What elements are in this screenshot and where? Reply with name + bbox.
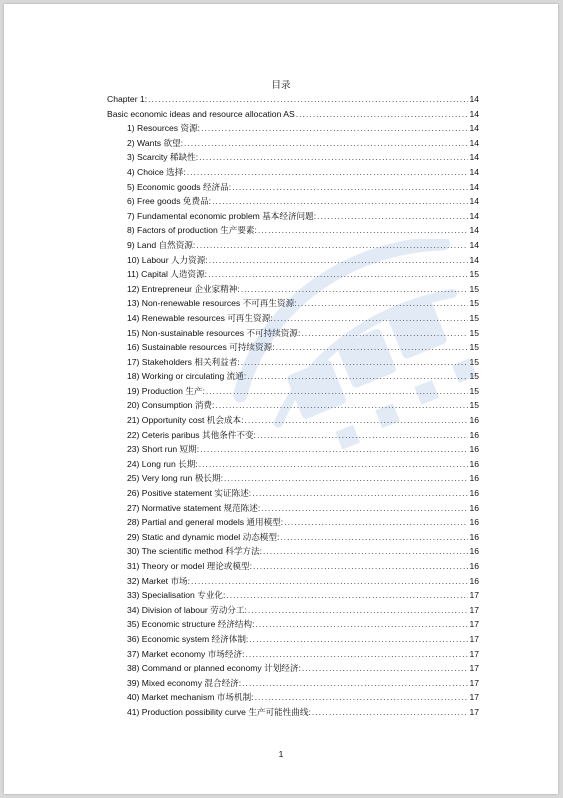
toc-leader-dots xyxy=(276,340,469,355)
toc-entry-label: 27) Normative statement 规范陈述: xyxy=(127,502,261,513)
toc-leader-dots xyxy=(226,588,468,603)
toc-entry[interactable] xyxy=(107,384,479,399)
toc-entry-page: 17 xyxy=(469,590,479,601)
toc-entry[interactable] xyxy=(107,238,479,253)
toc-entry[interactable] xyxy=(107,165,479,180)
toc-leader-dots xyxy=(263,544,468,559)
toc-leader-dots xyxy=(196,238,468,253)
toc-entry-label: 11) Capital 人造资源: xyxy=(127,269,208,280)
toc-entry-label: 24) Long run 长期: xyxy=(127,458,198,469)
toc-leader-dots xyxy=(187,165,469,180)
toc-leader-dots xyxy=(208,267,468,282)
toc-entry-page: 17 xyxy=(469,706,479,717)
toc-entry[interactable] xyxy=(107,428,479,443)
page-number: 1 xyxy=(278,749,284,759)
toc-entry[interactable] xyxy=(107,603,479,618)
toc-entry-page: 16 xyxy=(469,546,479,557)
toc-entry[interactable] xyxy=(107,559,479,574)
toc-entry-label: 9) Land 自然资源: xyxy=(127,239,196,250)
toc-entry-label: 34) Division of labour 劳动分工: xyxy=(127,604,247,615)
toc-entry[interactable] xyxy=(107,355,479,370)
toc-entry-page: 15 xyxy=(469,371,479,382)
toc-entry[interactable] xyxy=(107,194,479,209)
toc-entry[interactable] xyxy=(107,442,479,457)
toc-entry-page: 15 xyxy=(469,356,479,367)
toc-entry-page: 16 xyxy=(469,415,479,426)
table-of-contents xyxy=(107,92,479,720)
toc-entry[interactable] xyxy=(107,369,479,384)
toc-leader-dots xyxy=(274,311,469,326)
toc-entry-page: 15 xyxy=(469,312,479,323)
toc-entry[interactable] xyxy=(107,515,479,530)
toc-entry-label: 32) Market 市场: xyxy=(127,575,191,586)
toc-entry-label: 5) Economic goods 经济品: xyxy=(127,181,232,192)
toc-entry[interactable] xyxy=(107,282,479,297)
toc-entry[interactable] xyxy=(107,267,479,282)
toc-leader-dots xyxy=(252,486,468,501)
toc-entry-label: 37) Market economy 市场经济: xyxy=(127,648,245,659)
toc-entry-label: 3) Scarcity 稀缺性: xyxy=(127,152,199,163)
toc-entry-label: 2) Wants 欲望: xyxy=(127,137,184,148)
toc-entry-page: 16 xyxy=(469,531,479,542)
toc-entry[interactable] xyxy=(107,486,479,501)
toc-entry[interactable] xyxy=(107,180,479,195)
toc-entry[interactable] xyxy=(107,92,479,107)
toc-leader-dots xyxy=(245,647,468,662)
toc-leader-dots xyxy=(191,574,468,589)
toc-entry-page: 14 xyxy=(469,108,479,119)
toc-entry-page: 14 xyxy=(469,210,479,221)
toc-entry-label: 39) Mixed economy 混合经济: xyxy=(127,677,242,688)
toc-entry-page: 17 xyxy=(469,604,479,615)
toc-entry-page: 16 xyxy=(469,458,479,469)
toc-leader-dots xyxy=(301,326,468,341)
toc-leader-dots xyxy=(302,661,469,676)
toc-entry[interactable] xyxy=(107,398,479,413)
toc-entry-page: 14 xyxy=(469,181,479,192)
toc-entry-page: 14 xyxy=(469,166,479,177)
toc-leader-dots xyxy=(199,150,468,165)
toc-entry[interactable] xyxy=(107,223,479,238)
toc-entry-label: 30) The scientific method 科学方法: xyxy=(127,546,263,557)
toc-leader-dots xyxy=(257,428,468,443)
toc-leader-dots xyxy=(241,282,469,297)
toc-leader-dots xyxy=(148,92,468,107)
toc-entry-page: 17 xyxy=(469,619,479,630)
toc-entry[interactable] xyxy=(107,311,479,326)
toc-leader-dots xyxy=(212,194,468,209)
toc-entry-page: 16 xyxy=(469,429,479,440)
toc-entry-page: 16 xyxy=(469,561,479,571)
toc-entry-page: 14 xyxy=(469,196,479,207)
toc-entry[interactable] xyxy=(107,544,479,559)
toc-leader-dots xyxy=(201,121,468,136)
toc-leader-dots xyxy=(253,559,468,574)
toc-entry-label: 20) Consumption 消费: xyxy=(127,400,215,411)
toc-leader-dots xyxy=(248,603,469,618)
toc-entry-page: 14 xyxy=(469,137,479,148)
toc-entry-page: 16 xyxy=(469,488,479,499)
toc-entry[interactable] xyxy=(107,253,479,268)
toc-leader-dots xyxy=(184,136,468,151)
toc-entry[interactable] xyxy=(107,501,479,516)
toc-entry-label: 26) Positive statement 实证陈述: xyxy=(127,488,252,499)
toc-entry[interactable] xyxy=(107,326,479,341)
toc-entry-page: 14 xyxy=(469,123,479,134)
toc-title: 目录 xyxy=(271,80,291,91)
toc-entry[interactable] xyxy=(107,209,479,224)
toc-entry-label: 23) Short run 短期: xyxy=(127,444,200,455)
toc-leader-dots xyxy=(256,617,469,632)
toc-entry-label: 13) Non-renewable resources 不可再生资源: xyxy=(127,298,297,309)
toc-entry-page: 17 xyxy=(469,648,479,659)
toc-entry-label: 22) Ceteris paribus 其他条件不变: xyxy=(127,429,256,440)
toc-entry-label: 40) Market mechanism 市场机制: xyxy=(127,692,254,703)
toc-entry[interactable] xyxy=(107,530,479,545)
toc-entry-page: 17 xyxy=(469,677,479,688)
toc-entry[interactable] xyxy=(107,690,479,705)
toc-entry-label: 18) Working or circulating 流通: xyxy=(127,371,247,382)
toc-entry-page: 15 xyxy=(469,342,479,353)
toc-entry-label: 19) Production 生产: xyxy=(127,385,205,396)
toc-entry-page: 14 xyxy=(469,152,479,163)
toc-leader-dots xyxy=(232,180,468,195)
toc-entry-label: 28) Partial and general models 通用模型: xyxy=(127,517,284,528)
toc-leader-dots xyxy=(312,705,469,720)
toc-entry-label: 41) Production possibility curve 生产可能性曲线: xyxy=(127,706,311,717)
toc-entry-label: 38) Command or planned economy 计划经济: xyxy=(127,663,301,674)
toc-entry-page: 15 xyxy=(469,400,479,411)
toc-entry[interactable] xyxy=(107,676,479,691)
toc-entry[interactable] xyxy=(107,705,479,720)
toc-entry-label: 8) Factors of production 生产要素: xyxy=(127,225,257,236)
toc-leader-dots xyxy=(296,107,469,122)
toc-entry-label: 16) Sustainable resources 可持续资源: xyxy=(127,342,275,353)
toc-entry[interactable] xyxy=(107,107,479,122)
toc-entry-label: Chapter 1: xyxy=(107,94,148,104)
toc-leader-dots xyxy=(258,223,469,238)
toc-leader-dots xyxy=(280,530,468,545)
toc-leader-dots xyxy=(298,296,469,311)
toc-entry-label: 17) Stakeholders 相关利益者: xyxy=(127,356,240,367)
toc-entry-label: 10) Labour 人力资源: xyxy=(127,254,208,265)
toc-entry[interactable] xyxy=(107,150,479,165)
toc-entry-label: 6) Free goods 免费品: xyxy=(127,196,212,207)
toc-entry-label: 21) Opportunity cost 机会成本: xyxy=(127,415,244,426)
toc-entry-label: 4) Choice 选择: xyxy=(127,166,186,177)
toc-entry-page: 15 xyxy=(469,298,479,309)
toc-leader-dots xyxy=(206,384,469,399)
toc-entry[interactable] xyxy=(107,647,479,662)
document-page xyxy=(4,4,558,794)
toc-entry[interactable] xyxy=(107,632,479,647)
toc-entry-page: 14 xyxy=(469,94,479,104)
toc-entry-page: 16 xyxy=(469,575,479,586)
toc-entry[interactable] xyxy=(107,121,479,136)
toc-entry-page: 17 xyxy=(469,692,479,703)
toc-entry-label: 36) Economic system 经济体制: xyxy=(127,633,249,644)
toc-leader-dots xyxy=(242,676,468,691)
toc-leader-dots xyxy=(284,515,468,530)
toc-entry-page: 14 xyxy=(469,254,479,265)
toc-entry-label: 15) Non-sustainable resources 不可持续资源: xyxy=(127,327,301,338)
toc-entry-page: 15 xyxy=(469,327,479,338)
toc-entry[interactable] xyxy=(107,574,479,589)
toc-entry[interactable] xyxy=(107,661,479,676)
toc-entry-page: 15 xyxy=(469,283,479,294)
toc-entry-page: 14 xyxy=(469,225,479,236)
toc-entry-page: 16 xyxy=(469,502,479,513)
toc-leader-dots xyxy=(241,355,469,370)
toc-entry[interactable] xyxy=(107,457,479,472)
toc-leader-dots xyxy=(255,690,469,705)
toc-entry-label: 29) Static and dynamic model 动态模型: xyxy=(127,531,280,542)
toc-entry[interactable] xyxy=(107,340,479,355)
toc-leader-dots xyxy=(249,632,468,647)
toc-entry-label: 7) Fundamental economic problem 基本经济问题: xyxy=(127,210,317,221)
toc-entry[interactable] xyxy=(107,471,479,486)
toc-entry[interactable] xyxy=(107,588,479,603)
toc-entry-label: Basic economic ideas and resource allocation AS xyxy=(107,108,295,119)
toc-entry-page: 16 xyxy=(469,517,479,528)
toc-leader-dots xyxy=(261,501,468,516)
toc-entry-label: 33) Specialisation 专业化: xyxy=(127,590,226,601)
toc-leader-dots xyxy=(199,457,469,472)
toc-entry-page: 16 xyxy=(469,473,479,484)
toc-entry-label: 14) Renewable resources 可再生资源: xyxy=(127,312,273,323)
toc-entry-page: 15 xyxy=(469,385,479,396)
toc-entry-label: 1) Resources 资源: xyxy=(127,123,201,134)
toc-leader-dots xyxy=(247,369,468,384)
toc-entry-label: 25) Very long run 极长期: xyxy=(127,473,224,484)
toc-entry-page: 14 xyxy=(469,239,479,250)
toc-entry-page: 15 xyxy=(469,269,479,280)
toc-entry[interactable] xyxy=(107,413,479,428)
toc-leader-dots xyxy=(224,471,468,486)
toc-leader-dots xyxy=(200,442,468,457)
toc-entry-page: 16 xyxy=(469,444,479,455)
toc-entry-label: 35) Economic structure 经济结构: xyxy=(127,619,255,630)
toc-entry-page: 17 xyxy=(469,633,479,644)
toc-entry[interactable] xyxy=(107,296,479,311)
toc-entry-label: 12) Entrepreneur 企业家精神: xyxy=(127,283,240,294)
toc-entry[interactable] xyxy=(107,617,479,632)
toc-entry-page: 17 xyxy=(469,663,479,674)
toc-leader-dots xyxy=(317,209,468,224)
toc-entry-label: 31) Theory or model 理论或模型: xyxy=(127,561,252,571)
toc-leader-dots xyxy=(245,413,469,428)
toc-leader-dots xyxy=(209,253,469,268)
toc-leader-dots xyxy=(215,398,468,413)
toc-entry[interactable] xyxy=(107,136,479,151)
